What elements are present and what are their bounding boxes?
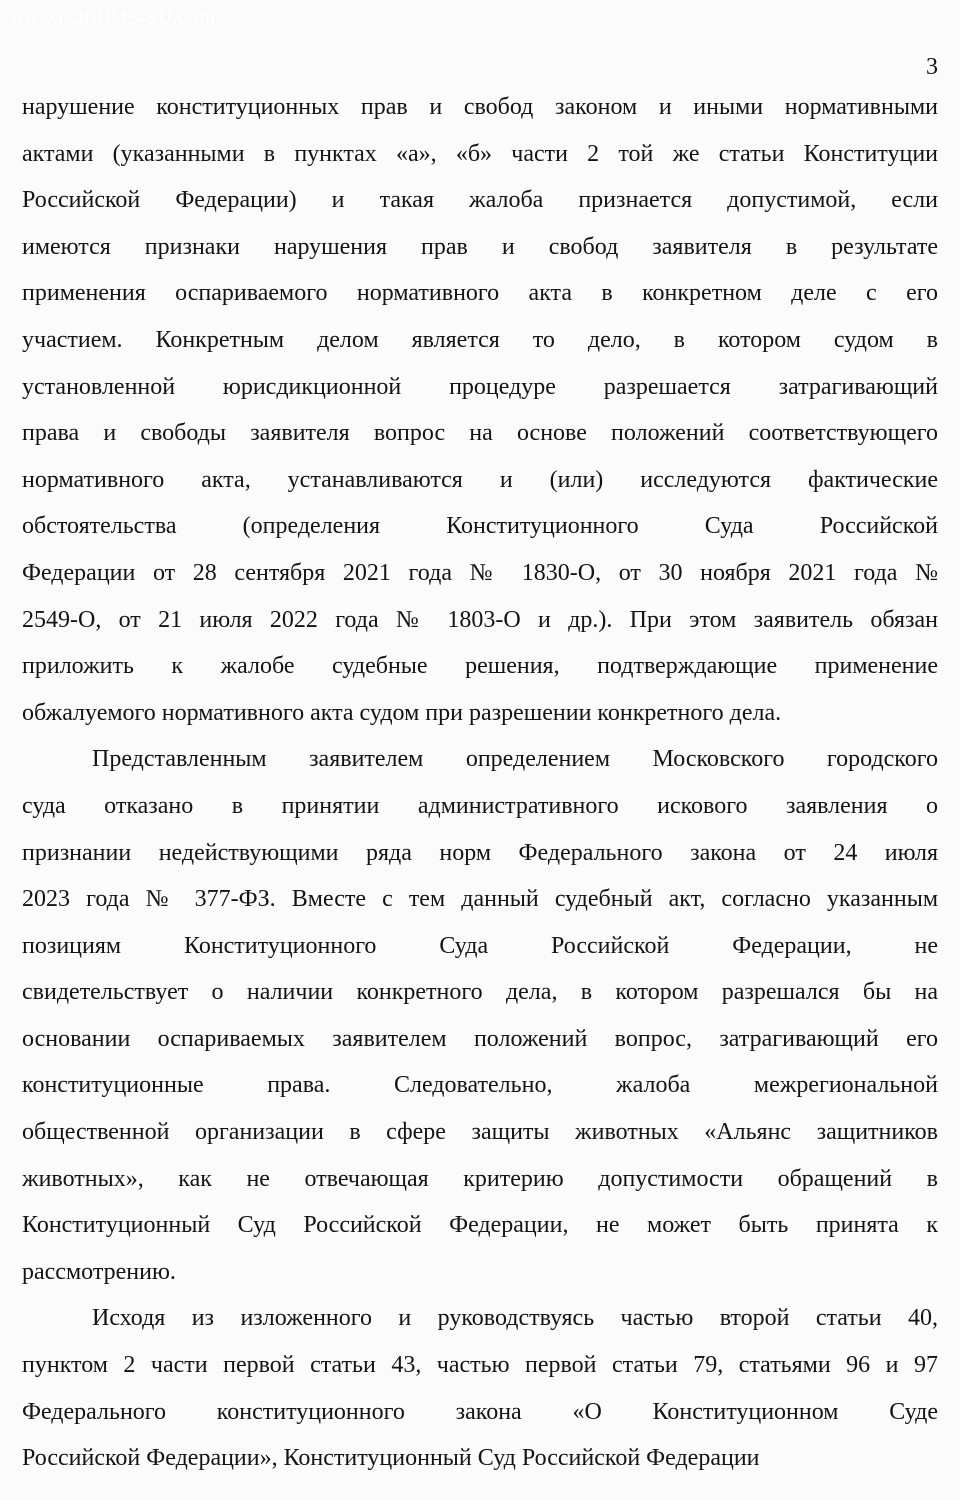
text-line: животных», как не отвечающая критерию допустимости обращений в	[22, 1165, 938, 1192]
text-line: конституционные права. Следовательно, жалоба межрегиональной	[22, 1072, 938, 1099]
text-line: пунктом 2 части первой статьи 43, частью первой статьи 79, статьями 96 и 97	[22, 1352, 938, 1379]
text-line: суда отказано в принятии административного искового заявления о	[22, 792, 938, 819]
text-line: применения оспариваемого нормативного акта в конкретном деле с его	[22, 280, 938, 307]
text-line: установленной юрисдикционной процедуре разрешается затрагивающий	[22, 373, 938, 400]
text-line: 2023 года № 377-ФЗ. Вместе с тем данный судебный акт, согласно указанным	[22, 886, 938, 913]
text-line: участием. Конкретным делом является то дело, в котором судом в	[22, 326, 938, 353]
text-line: Федерального конституционного закона «О Конституционном Суде	[22, 1398, 938, 1425]
text-line: признании недействующими ряда норм Федерального закона от 24 июля	[22, 839, 938, 866]
text-line: актами (указанными в пунктах «а», «б» части 2 той же статьи Конституции	[22, 140, 938, 167]
paragraph-first-line: Представленным заявителем определением Московского городского	[92, 746, 938, 773]
text-line: Конституционный Суд Российской Федерации, не может быть принята к	[22, 1212, 938, 1239]
text-line: имеются признаки нарушения прав и свобод заявителя в результате	[22, 233, 938, 260]
text-line: Федерации от 28 сентября 2021 года № 1830-О, от 30 ноября 2021 года №	[22, 559, 938, 586]
text-line: общественной организации в сфере защиты животных «Альянс защитников	[22, 1119, 938, 1146]
text-line: позициям Конституционного Суда Российской Федерации, не	[22, 932, 938, 959]
text-line: рассмотрению.	[22, 1258, 176, 1285]
document-body	[22, 84, 938, 1482]
page-number: 3	[926, 54, 938, 80]
paragraph-first-line: Исходя из изложенного и руководствуясь частью второй статьи 40,	[92, 1305, 938, 1332]
text-line: Российской Федерации) и такая жалоба признается допустимой, если	[22, 187, 938, 214]
text-line: свидетельствует о наличии конкретного дела, в котором разрешался бы на	[22, 979, 938, 1006]
text-line: приложить к жалобе судебные решения, подтверждающие применение	[22, 653, 938, 680]
text-line: 2549-О, от 21 июля 2022 года № 1803-О и др.). При этом заявитель обязан	[22, 606, 938, 633]
text-line: нарушение конституционных прав и свобод законом и иными нормативными	[22, 94, 938, 120]
text-line: Российской Федерации», Конституционный Суд Российской Федерации	[22, 1445, 760, 1472]
text-line: обжалуемого нормативного акта судом при разрешении конкретного дела.	[22, 699, 782, 726]
watermark: www.FORUMS-SU.com	[10, 8, 216, 28]
text-line: права и свободы заявителя вопрос на основе положений соответствующего	[22, 420, 938, 447]
text-line: нормативного акта, устанавливаются и (или) исследуются фактические	[22, 466, 938, 493]
text-line: основании оспариваемых заявителем положений вопрос, затрагивающий его	[22, 1025, 938, 1052]
text-line: обстоятельства (определения Конституционного Суда Российской	[22, 513, 938, 540]
